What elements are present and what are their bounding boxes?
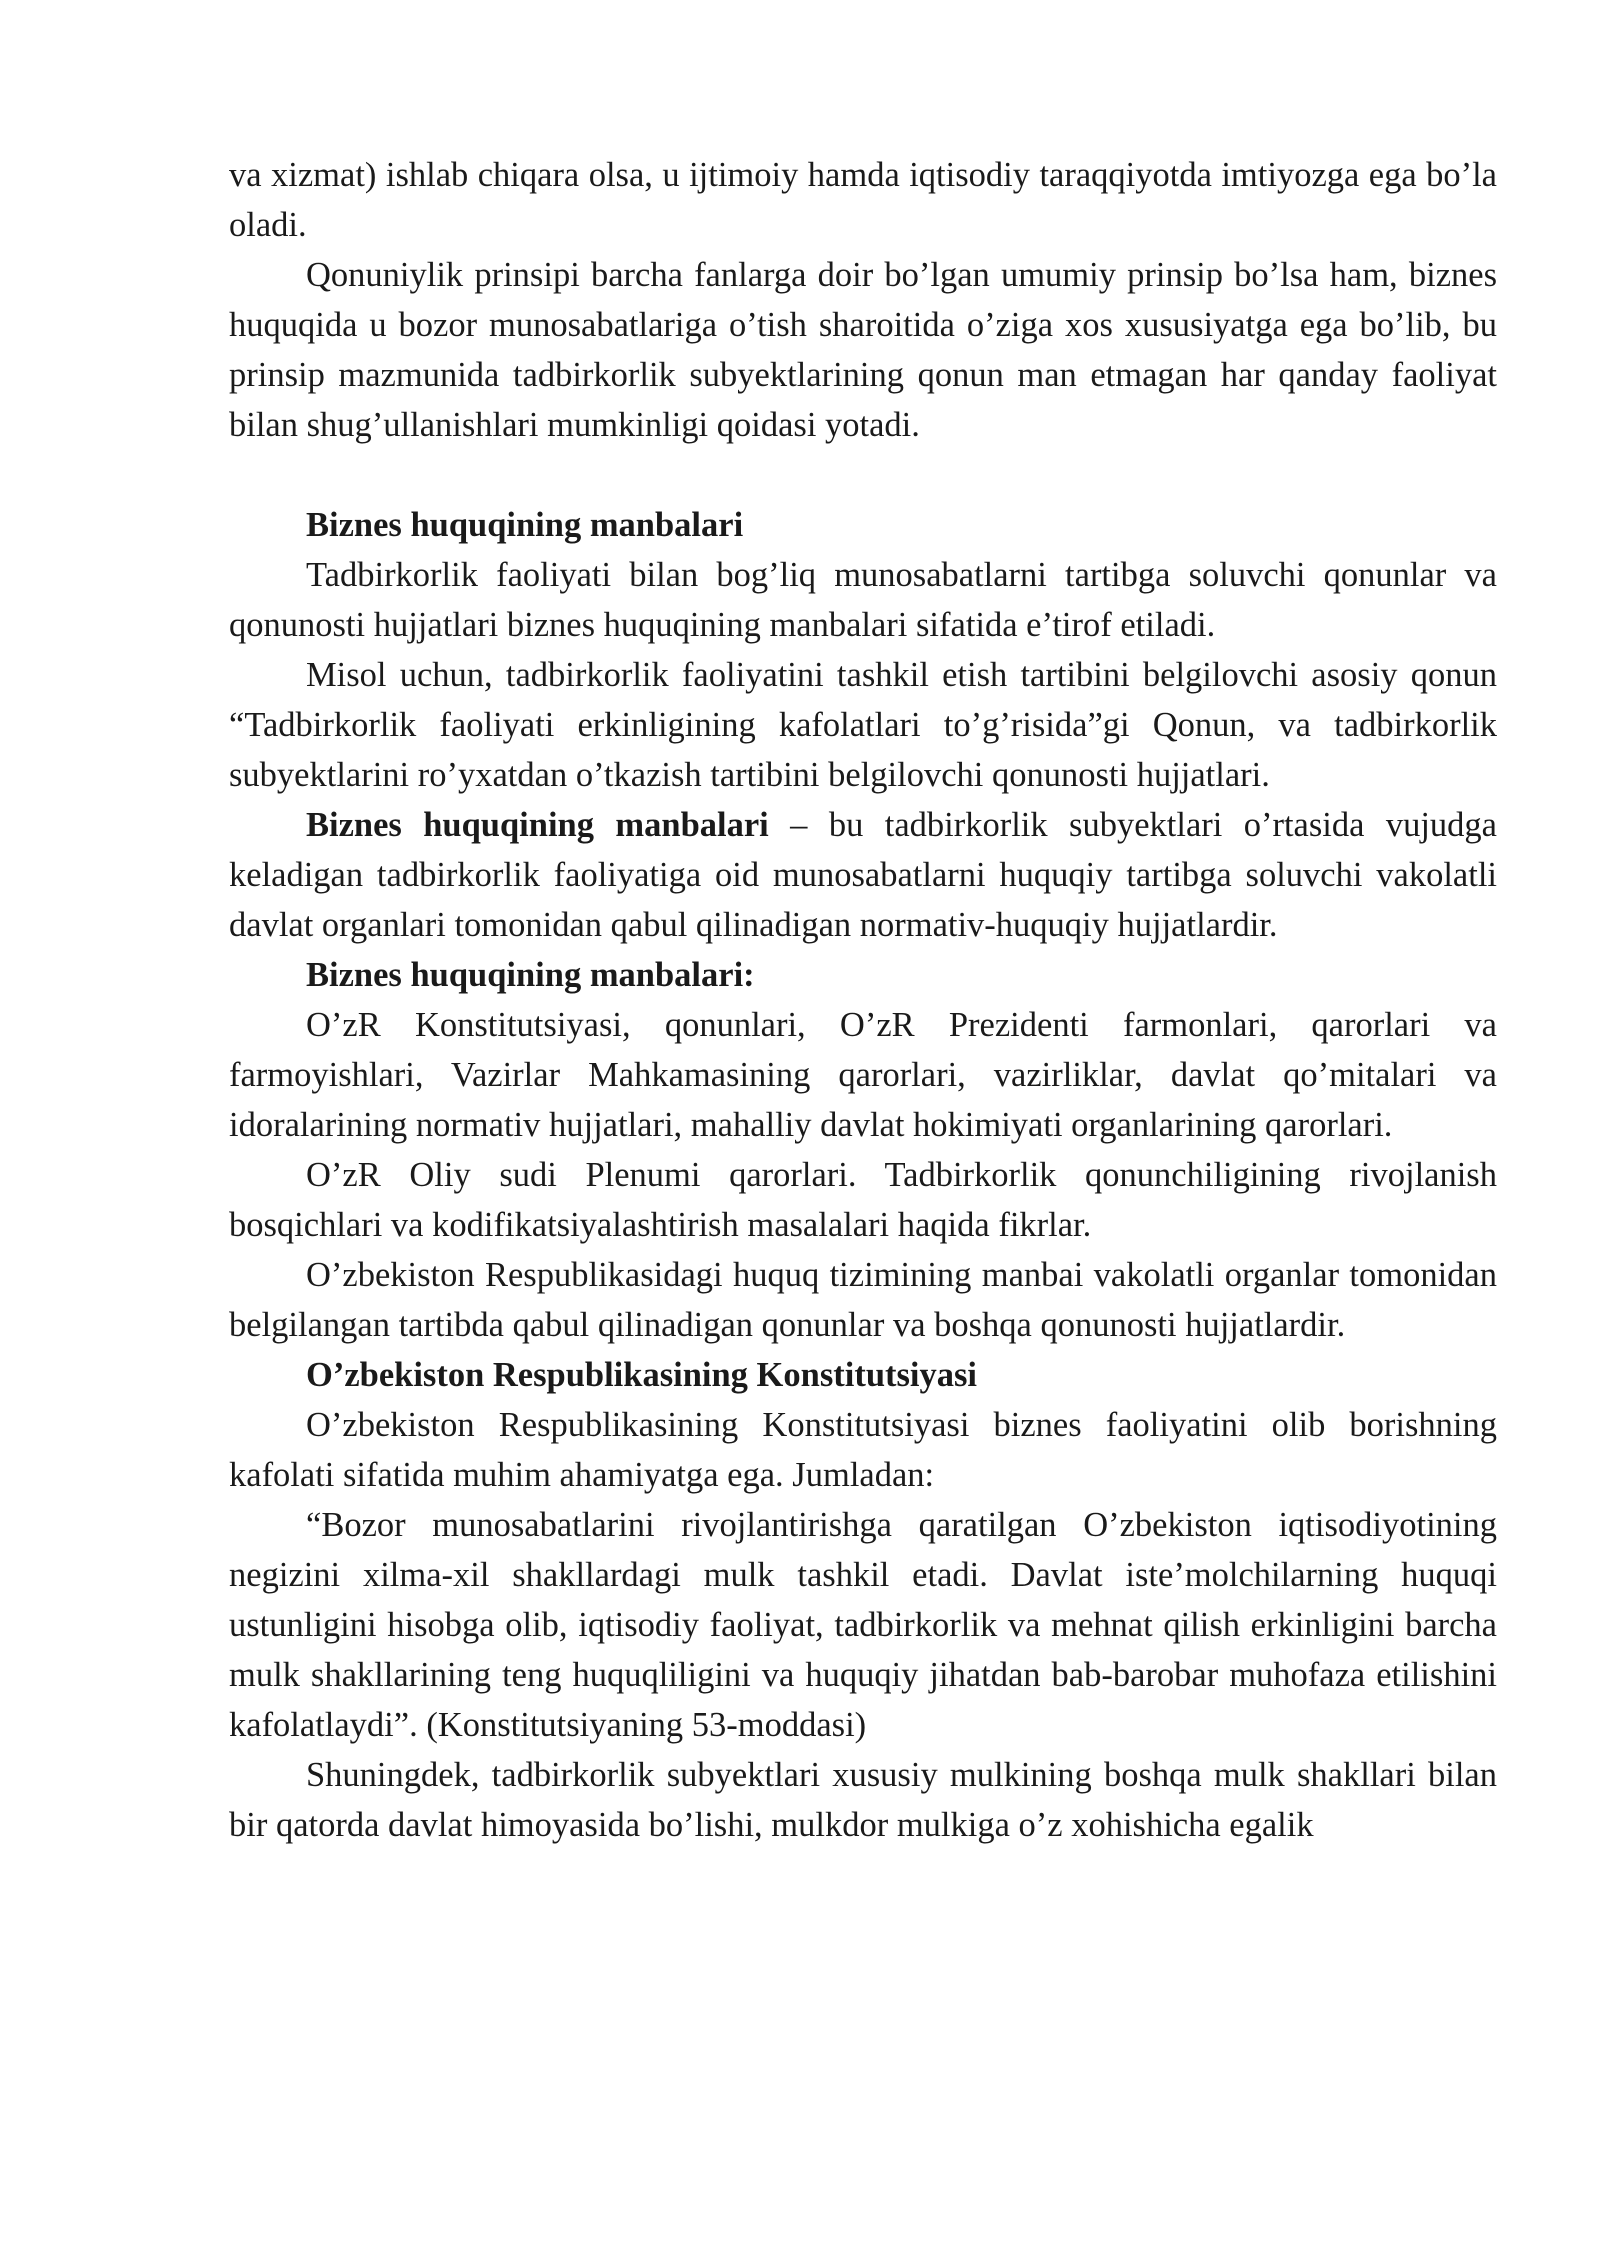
- paragraph-continuation: va xizmat) ishlab chiqara olsa, u ijtimoiy hamda iqtisodiy taraqqiyotda imtiyozga ega bo’la oladi.: [229, 156, 1497, 244]
- paragraph-sources-definition: [229, 800, 1497, 950]
- heading-sources: Biznes huquqining manbalari: [306, 506, 744, 544]
- definition-term: Biznes huquqining manbalari: [306, 806, 769, 844]
- paragraph-example-law: Misol uchun, tadbirkorlik faoliyatini tashkil etish tartibini belgilovchi asosiy qonun “Tadbirkorlik faoliyati erkinligining kafolatlari to’g’risida”gi Qonun, va tadbirkorlik subyektlarini ro’yxatdan o’tkazish tartibini belgilovchi qonunosti hujjatlari.: [229, 656, 1497, 794]
- heading-sources-list: Biznes huquqining manbalari:: [306, 956, 755, 994]
- paragraph-constitution-quote: “Bozor munosabatlarini rivojlantirishga qaratilgan O’zbekiston iqtisodiyotining negizini xilma-xil shakllardagi mulk tashkil etadi. Davlat iste’molchilarning huquqi ustunligini hisobga olib, iqtisodiy faoliyat, tadbirkorlik va mehnat qilish erkinligini barcha mulk shakllarining teng huquqliligini va huquqiy jihatdan bab-barobar muhofaza etilishini kafolatlaydi”. (Konstitutsiyaning 53-moddasi): [229, 1506, 1497, 1744]
- paragraph-private-property: Shuningdek, tadbirkorlik subyektlari xususiy mulkining boshqa mulk shakllari bilan bir qatorda davlat himoyasida bo’lishi, mulkdor mulkiga o’z xohishicha egalik: [229, 1756, 1497, 1844]
- heading-constitution: O’zbekiston Respublikasining Konstitutsiyasi: [306, 1356, 978, 1394]
- paragraph-supreme-court: O’zR Oliy sudi Plenumi qarorlari. Tadbirkorlik qonunchiligining rivojlanish bosqichlari va kodifikatsiyalashtirish masalalari haqida fikrlar.: [229, 1156, 1497, 1244]
- paragraph-constitution-role: O’zbekiston Respublikasining Konstitutsiyasi biznes faoliyatini olib borishning kafolati sifatida muhim ahamiyatga ega. Jumladan:: [229, 1406, 1497, 1494]
- definition-text: – bu tadbirkorlik subyektlari o’rtasida vujudga keladigan tadbirkorlik faoliyatiga oid munosabatlarni huquqiy tartibga soluvchi vakolatli davlat organlari tomonidan qabul qilinadigan normativ-huquqiy hujjatlardir.: [229, 806, 1497, 944]
- spacer: [229, 450, 1497, 500]
- paragraph-legality-principle: Qonuniylik prinsipi barcha fanlarga doir bo’lgan umumiy prinsip bo’lsa ham, biznes huquqida u bozor munosabatlariga o’tish sharoitida o’ziga xos xususiyatga ega bo’lib, bu prinsip mazmunida tadbirkorlik subyektlarining qonun man etmagan har qanday faoliyat bilan shug’ullanishlari mumkinligi qoidasi yotadi.: [229, 256, 1497, 444]
- paragraph-sources-list: O’zR Konstitutsiyasi, qonunlari, O’zR Prezidenti farmonlari, qarorlari va farmoyishlari, Vazirlar Mahkamasining qarorlari, vazirliklar, davlat qo’mitalari va idoralarining normativ hujjatlari, mahalliy davlat hokimiyati organlarining qarorlari.: [229, 1006, 1497, 1144]
- document-page: [229, 150, 1497, 1850]
- paragraph-legal-system: O’zbekiston Respublikasidagi huquq tizimining manbai vakolatli organlar tomonidan belgilangan tartibda qabul qilinadigan qonunlar va boshqa qonunosti hujjatlardir.: [229, 1256, 1497, 1344]
- paragraph-sources-intro: Tadbirkorlik faoliyati bilan bog’liq munosabatlarni tartibga soluvchi qonunlar va qonunosti hujjatlari biznes huquqining manbalari sifatida e’tirof etiladi.: [229, 556, 1497, 644]
